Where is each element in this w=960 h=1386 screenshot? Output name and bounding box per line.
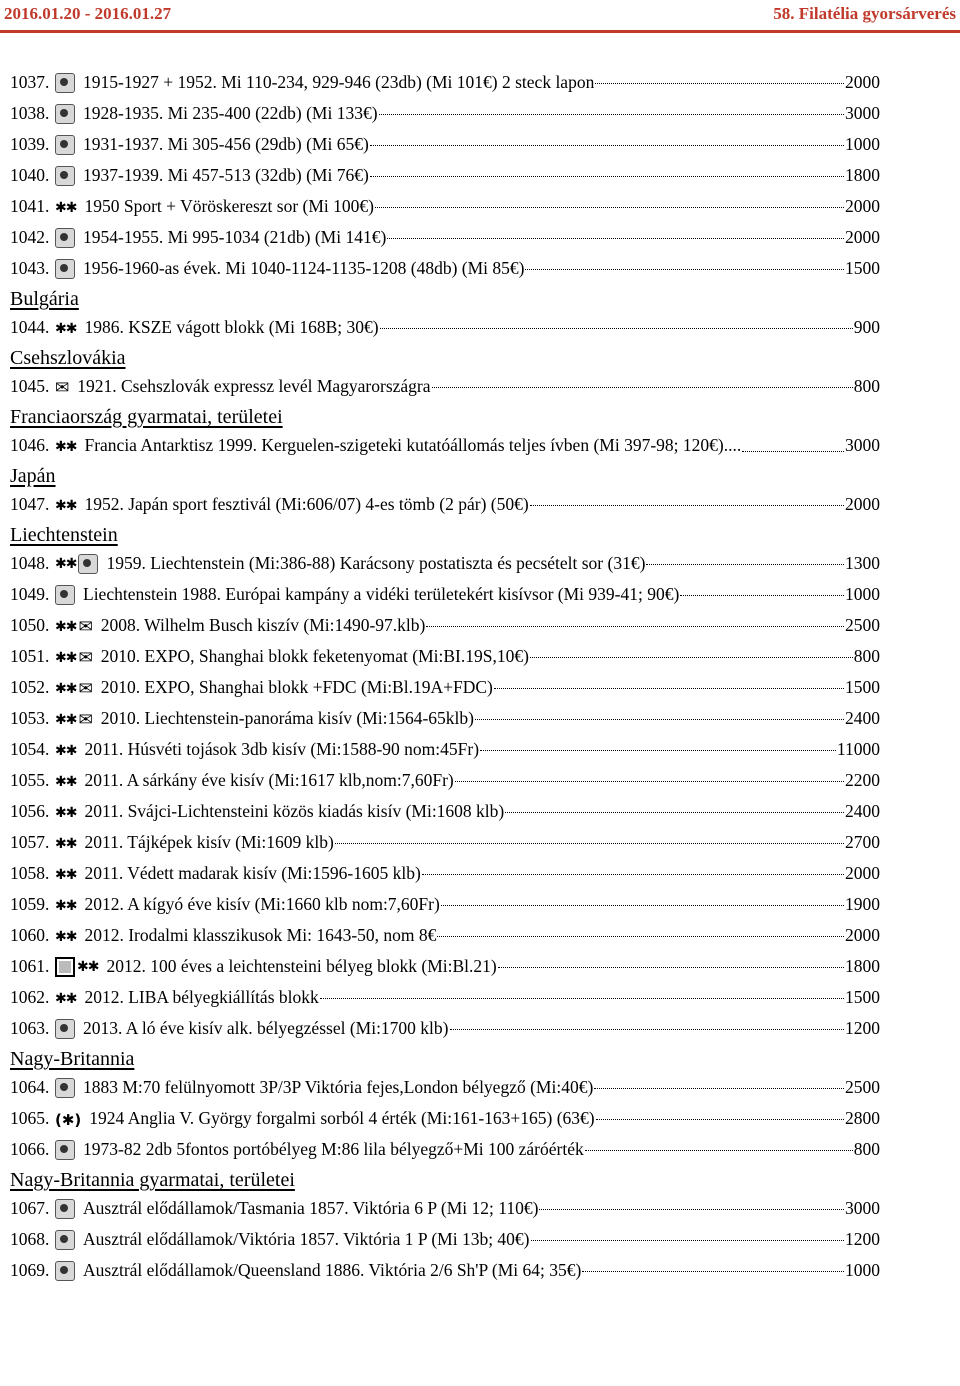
lot-row [10,584,880,605]
leader-dots [594,1088,844,1089]
lot-number: 1056. [10,801,50,821]
leader-dots [530,505,844,506]
envelope-icon: ✉ [78,648,93,668]
condition-icons [55,1019,75,1039]
condition-icons [55,897,76,915]
lot-description: 2011. Védett madarak kisív (Mi:1596-1605 klb) [84,863,421,883]
lot-description: 2013. A ló éve kisív alk. bélyegzéssel (Mi:1700 klb) [83,1018,449,1038]
condition-icons [55,585,75,605]
starting-price: 2700 [845,832,880,852]
starting-price: 2000 [845,494,880,514]
starting-price: 800 [853,646,880,666]
mint-stamp-icon: ✱✱ [55,991,77,1007]
lot-row [10,770,880,791]
condition-icons [55,1111,81,1129]
leader-dots [335,843,844,844]
starting-price: 1000 [845,584,880,604]
lot-row [10,1198,880,1219]
leader-dots [379,114,844,115]
lot-row [10,1077,880,1098]
starting-price: 1000 [845,1260,880,1280]
lot-row [10,677,880,698]
section-title: Franciaország gyarmatai, területei [10,406,283,428]
leader-dots [370,145,844,146]
lot-description: 1928-1935. Mi 235-400 (22db) (Mi 133€) [83,103,378,123]
lot-number: 1038. [10,103,50,123]
lot-row [10,739,880,760]
date-range: 2016.01.20 - 2016.01.27 [4,4,172,23]
lot-row [10,956,880,977]
condition-icons [55,228,75,248]
mint-stamp-icon: ✱✱ [55,898,77,914]
lot-description: 1952. Japán sport fesztivál (Mi:606/07) 4-es tömb (2 pár) (50€) [84,494,529,514]
lot-description: 1986. KSZE vágott blokk (Mi 168B; 30€) [84,317,379,337]
section-title: Liechtenstein [10,524,118,546]
leader-dots [596,1119,844,1120]
lot-description: 2011. Tájképek kisív (Mi:1609 klb) [84,832,334,852]
lot-row [10,1260,880,1281]
leader-dots [480,750,836,751]
mint-stamp-icon: ✱✱ [55,619,77,635]
leader-dots [680,595,844,596]
lot-row [10,708,880,729]
postmark-icon [55,135,75,155]
lot-row [10,435,880,456]
lot-description: 1959. Liechtenstein (Mi:386-88) Karácsony postatiszta és pecsételt sor (31€) [106,553,646,573]
leader-dots [450,1029,844,1030]
starting-price: 800 [853,376,880,396]
leader-dots [455,781,844,782]
starting-price: 1500 [845,677,880,697]
condition-icons [55,1261,75,1281]
mint-stamp-icon: ✱✱ [55,200,77,216]
lot-row [10,1108,880,1129]
section-title: Bulgária [10,288,79,310]
leader-dots [742,451,844,452]
lot-number: 1065. [10,1108,50,1128]
starting-price: 2400 [845,708,880,728]
condition-icons [55,73,75,93]
starting-price: 2400 [845,801,880,821]
leader-dots [426,626,844,627]
starting-price: 1900 [845,894,880,914]
condition-icons [55,649,93,667]
starting-price: 3000 [845,1198,880,1218]
mint-stamp-icon: ✱✱ [55,498,77,514]
leader-dots [432,387,853,388]
mint-stamp-icon: ✱✱ [55,650,77,666]
lot-number: 1046. [10,435,50,455]
condition-icons [55,618,93,636]
leader-dots [475,719,844,720]
lot-description: 1950 Sport + Vöröskereszt sor (Mi 100€) [84,196,374,216]
lot-description: 2012. 100 éves a leichtensteini bélyeg blokk (Mi:Bl.21) [106,956,497,976]
starting-price: 1500 [845,987,880,1007]
lot-description: 2012. LIBA bélyegkiállítás blokk [84,987,319,1007]
condition-icons [55,957,98,977]
block-icon [55,957,75,977]
lot-row [10,646,880,667]
lot-number: 1064. [10,1077,50,1097]
starting-price: 11000 [836,739,880,759]
leader-dots [530,657,853,658]
postmark-icon [55,1019,75,1039]
lot-row [10,134,880,155]
lot-description: Ausztrál elődállamok/Queensland 1886. Viktória 2/6 Sh'P (Mi 64; 35€) [83,1260,582,1280]
lot-number: 1067. [10,1198,50,1218]
section-title: Nagy-Britannia [10,1048,135,1070]
lot-number: 1049. [10,584,50,604]
lot-description: 1924 Anglia V. György forgalmi sorból 4 érték (Mi:161-163+165) (63€) [89,1108,595,1128]
leader-dots [505,812,844,813]
starting-price: 2000 [845,196,880,216]
postmark-icon [55,1078,75,1098]
section-title: Japán [10,465,56,487]
mint-stamp-icon: ✱✱ [55,929,77,945]
postmark-icon [55,228,75,248]
condition-icons [55,928,76,946]
lot-description: 1921. Csehszlovák expressz levél Magyarországra [77,376,431,396]
leader-dots [387,238,844,239]
lot-number: 1048. [10,553,50,573]
leader-dots [539,1209,844,1210]
condition-icons [55,438,76,456]
mint-stamp-icon: ✱✱ [55,439,77,455]
leader-dots [494,688,844,689]
lot-row [10,494,880,515]
lot-number: 1063. [10,1018,50,1038]
lot-row [10,801,880,822]
lot-row [10,832,880,853]
lot-number: 1061. [10,956,50,976]
starting-price: 1800 [845,165,880,185]
lot-row [10,987,880,1008]
condition-icons [55,379,69,397]
lot-number: 1057. [10,832,50,852]
lot-row [10,103,880,124]
lot-row [10,863,880,884]
lot-number: 1050. [10,615,50,635]
lot-description: Francia Antarktisz 1999. Kerguelen-szigeteki kutatóállomás teljes ívben (Mi 397-98; 120€).... [84,435,742,455]
lot-number: 1051. [10,646,50,666]
starting-price: 800 [853,1139,880,1159]
mint-stamp-icon: ✱✱ [77,959,99,975]
condition-icons [55,166,75,186]
lot-row [10,317,880,338]
lot-number: 1066. [10,1139,50,1159]
leader-dots [585,1150,853,1151]
lot-description: 2010. Liechtenstein-panoráma kisív (Mi:1564-65klb) [100,708,474,728]
starting-price: 3000 [845,435,880,455]
starting-price: 2800 [845,1108,880,1128]
condition-icons [55,1140,75,1160]
lot-row [10,376,880,397]
lot-description: 2010. EXPO, Shanghai blokk feketenyomat (Mi:BI.19S,10€) [100,646,529,666]
section-title: Csehszlovákia [10,347,126,369]
starting-price: 2000 [845,925,880,945]
auction-list [10,72,880,1281]
lot-number: 1047. [10,494,50,514]
leader-dots [422,874,844,875]
condition-icons [55,1230,75,1250]
leader-dots [595,83,844,84]
postmark-icon [55,1199,75,1219]
lot-row [10,1229,880,1250]
mint-stamp-icon: ✱✱ [55,743,77,759]
postmark-icon [78,554,98,574]
starting-price: 2000 [845,863,880,883]
lot-description: 2011. Svájci-Lichtensteini közös kiadás kisív (Mi:1608 klb) [84,801,505,821]
leader-dots [437,936,844,937]
postmark-icon [55,1230,75,1250]
postmark-icon [55,1261,75,1281]
mint-stamp-icon: ✱✱ [55,867,77,883]
lot-number: 1060. [10,925,50,945]
condition-icons [55,990,76,1008]
lot-number: 1069. [10,1260,50,1280]
lot-number: 1039. [10,134,50,154]
leader-dots [582,1271,844,1272]
starting-price: 1800 [845,956,880,976]
lot-row [10,196,880,217]
auction-title: 58. Filatélia gyorsárverés [773,4,956,23]
condition-icons [55,259,75,279]
envelope-icon: ✉ [78,679,93,699]
starting-price: 1200 [845,1018,880,1038]
lot-description: 1915-1927 + 1952. Mi 110-234, 929-946 (23db) (Mi 101€) 2 steck lapon [83,72,595,92]
postmark-icon [55,259,75,279]
starting-price: 1500 [845,258,880,278]
leader-dots [441,905,844,906]
lot-number: 1055. [10,770,50,790]
lot-number: 1041. [10,196,50,216]
lot-row [10,227,880,248]
lot-description: 1937-1939. Mi 457-513 (32db) (Mi 76€) [83,165,369,185]
lot-row [10,165,880,186]
lot-number: 1062. [10,987,50,1007]
condition-icons [55,104,75,124]
mint-stamp-icon: ✱✱ [55,321,77,337]
lot-number: 1053. [10,708,50,728]
leader-dots [380,328,853,329]
mint-stamp-icon: ✱✱ [55,681,77,697]
condition-icons [55,835,76,853]
starting-price: 1300 [845,553,880,573]
lot-description: Ausztrál elődállamok/Viktória 1857. Viktória 1 P (Mi 13b; 40€) [83,1229,530,1249]
leader-dots [525,269,844,270]
condition-icons [55,773,76,791]
hinged-stamp-icon: (✱) [55,1111,82,1129]
starting-price: 2500 [845,1077,880,1097]
condition-icons [55,742,76,760]
postmark-icon [55,166,75,186]
mint-stamp-icon: ✱✱ [55,836,77,852]
lot-description: Ausztrál elődállamok/Tasmania 1857. Viktória 6 P (Mi 12; 110€) [83,1198,539,1218]
leader-dots [370,176,844,177]
lot-row [10,1018,880,1039]
lot-description: 1883 M:70 felülnyomott 3P/3P Viktória fejes,London bélyegző (Mi:40€) [83,1077,594,1097]
lot-number: 1068. [10,1229,50,1249]
starting-price: 1000 [845,134,880,154]
lot-row [10,553,880,574]
condition-icons [55,135,75,155]
lot-number: 1058. [10,863,50,883]
lot-number: 1040. [10,165,50,185]
starting-price: 1200 [845,1229,880,1249]
lot-row [10,258,880,279]
condition-icons [55,680,93,698]
postmark-icon [55,585,75,605]
lot-number: 1059. [10,894,50,914]
envelope-icon: ✉ [78,710,93,730]
condition-icons [55,1078,75,1098]
lot-description: 1956-1960-as évek. Mi 1040-1124-1135-1208 (48db) (Mi 85€) [83,258,525,278]
condition-icons [55,320,76,338]
condition-icons [55,711,93,729]
condition-icons [55,866,76,884]
lot-description: 2012. A kígyó éve kisív (Mi:1660 klb nom:7,60Fr) [84,894,440,914]
leader-dots [320,998,844,999]
condition-icons [55,199,76,217]
lot-description: Liechtenstein 1988. Európai kampány a vidéki területekért kisívsor (Mi 939-41; 90€) [83,584,680,604]
postmark-icon [55,104,75,124]
mint-stamp-icon: ✱✱ [55,774,77,790]
mint-stamp-icon: ✱✱ [55,556,77,572]
postmark-icon [55,73,75,93]
lot-number: 1037. [10,72,50,92]
lot-row [10,1139,880,1160]
starting-price: 900 [853,317,880,337]
postmark-icon [55,1140,75,1160]
lot-description: 2008. Wilhelm Busch kiszív (Mi:1490-97.klb) [100,615,426,635]
leader-dots [375,207,844,208]
condition-icons [55,554,98,574]
lot-description: 1973-82 2db 5fontos portóbélyeg M:86 lila bélyegző+Mi 100 záróérték [83,1139,584,1159]
envelope-icon: ✉ [78,617,93,637]
lot-number: 1044. [10,317,50,337]
starting-price: 2500 [845,615,880,635]
page-header [0,0,960,30]
envelope-icon: ✉ [55,378,70,398]
lot-description: 2012. Irodalmi klasszikusok Mi: 1643-50, nom 8€ [84,925,437,945]
lot-number: 1042. [10,227,50,247]
starting-price: 2000 [845,72,880,92]
lot-number: 1052. [10,677,50,697]
lot-row [10,615,880,636]
starting-price: 2000 [845,227,880,247]
lot-number: 1045. [10,376,50,396]
section-title: Nagy-Britannia gyarmatai, területei [10,1169,295,1191]
lot-row [10,894,880,915]
condition-icons [55,804,76,822]
starting-price: 3000 [845,103,880,123]
mint-stamp-icon: ✱✱ [55,712,77,728]
lot-row [10,72,880,93]
lot-description: 2010. EXPO, Shanghai blokk +FDC (Mi:Bl.19A+FDC) [100,677,493,697]
lot-number: 1043. [10,258,50,278]
lot-number: 1054. [10,739,50,759]
leader-dots [531,1240,844,1241]
lot-description: 2011. Húsvéti tojások 3db kisív (Mi:1588-90 nom:45Fr) [84,739,480,759]
leader-dots [498,967,844,968]
mint-stamp-icon: ✱✱ [55,805,77,821]
lot-description: 1931-1937. Mi 305-456 (29db) (Mi 65€) [83,134,369,154]
header-rule [0,30,960,33]
starting-price: 2200 [845,770,880,790]
lot-description: 1954-1955. Mi 995-1034 (21db) (Mi 141€) [83,227,387,247]
condition-icons [55,1199,75,1219]
lot-description: 2011. A sárkány éve kisív (Mi:1617 klb,nom:7,60Fr) [84,770,454,790]
lot-row [10,925,880,946]
condition-icons [55,497,76,515]
leader-dots [646,564,844,565]
